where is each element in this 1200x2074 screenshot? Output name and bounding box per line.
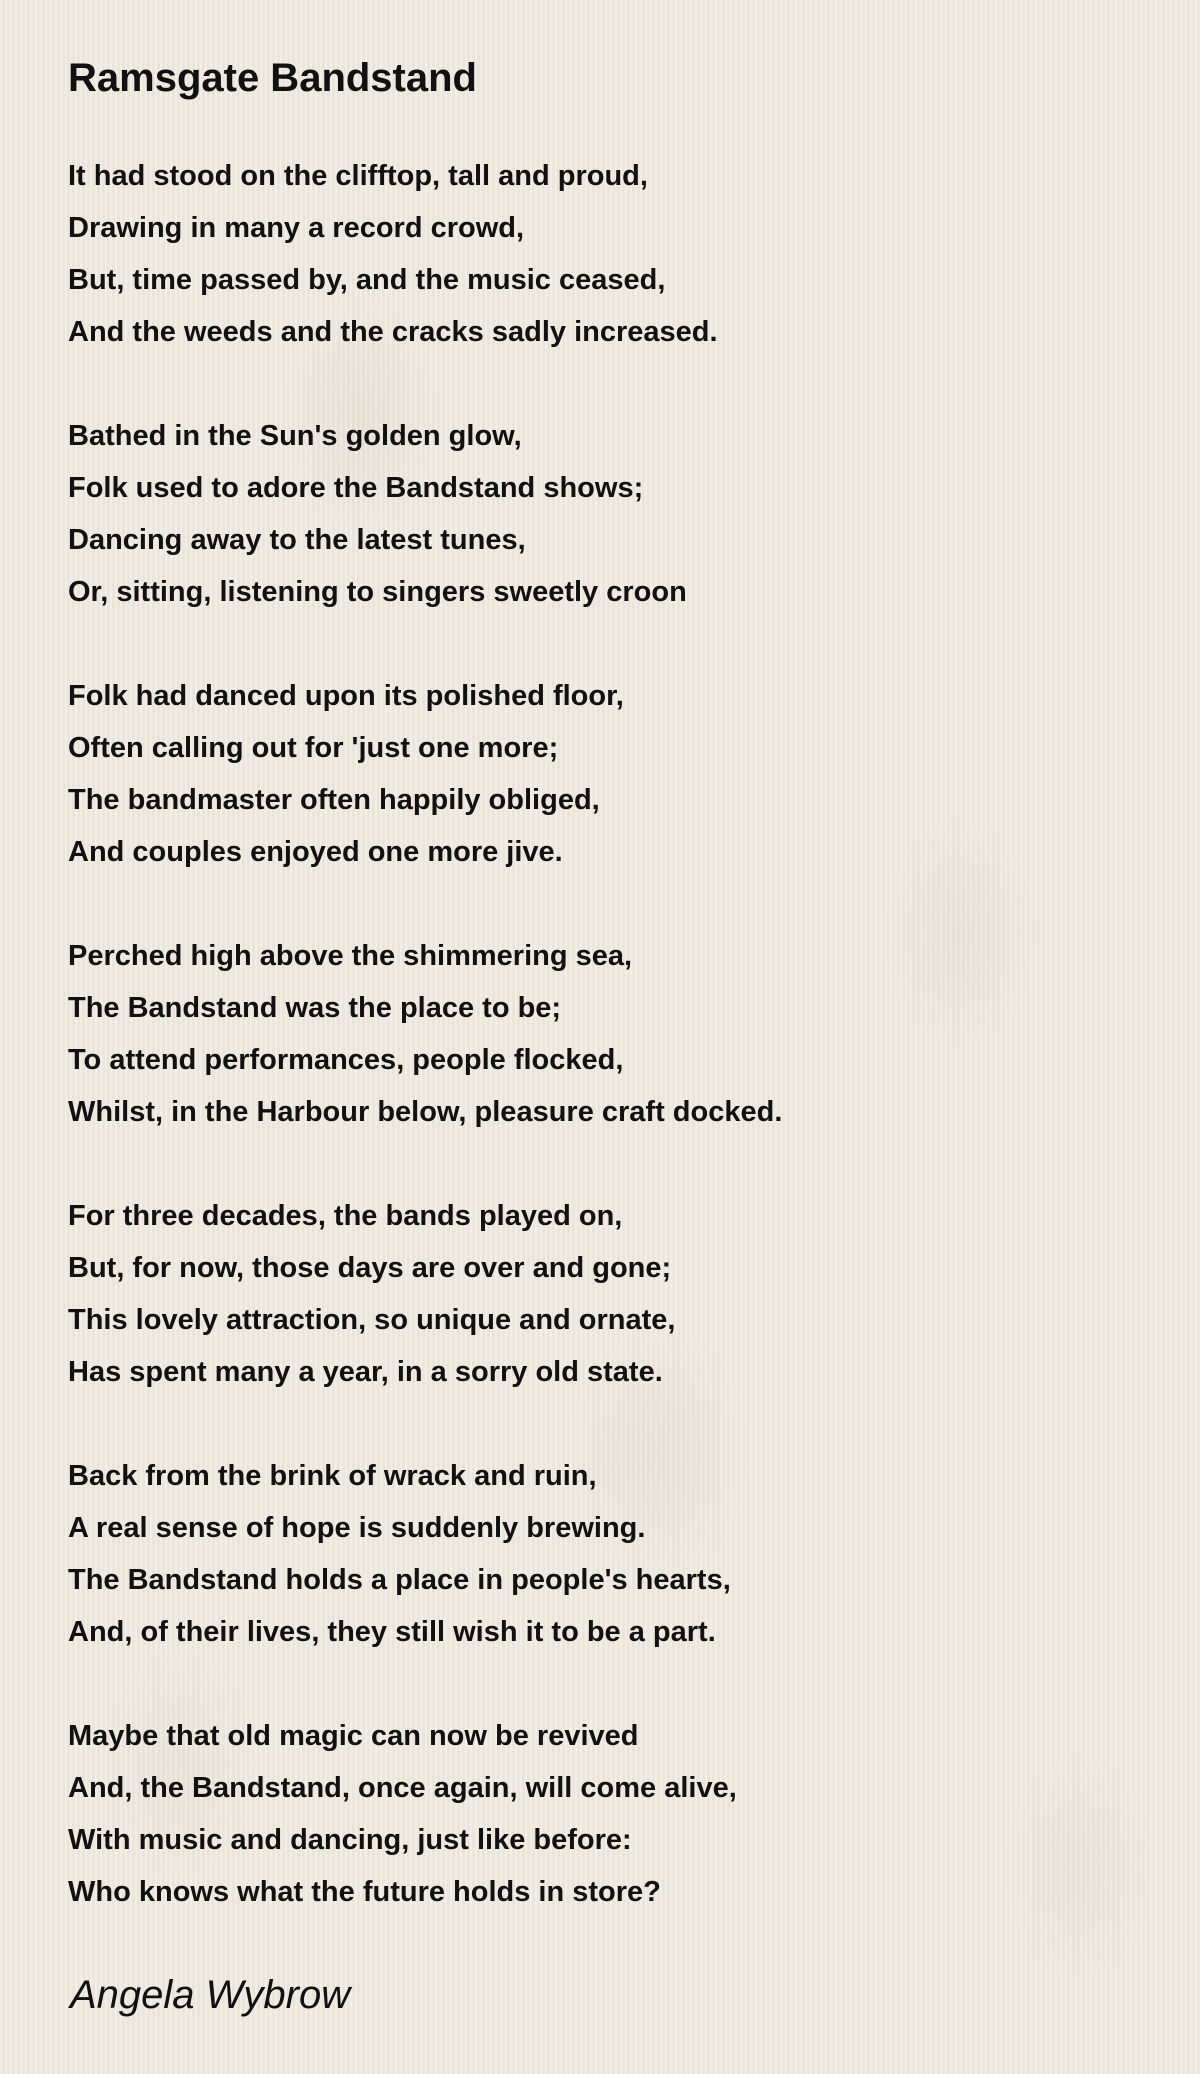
poem-line: It had stood on the clifftop, tall and proud, [68,160,648,192]
poem-line: With music and dancing, just like before: [68,1824,632,1856]
poem-line: Maybe that old magic can now be revived [68,1720,639,1752]
poem-line: Or, sitting, listening to singers sweetly croon [68,576,687,608]
poem-line: Whilst, in the Harbour below, pleasure craft docked. [68,1096,783,1128]
poem-line: Dancing away to the latest tunes, [68,524,526,556]
poem-line: A real sense of hope is suddenly brewing. [68,1512,646,1544]
poem-title: Ramsgate Bandstand [68,56,477,100]
poem-line: The Bandstand was the place to be; [68,992,562,1024]
poem-line: Back from the brink of wrack and ruin, [68,1460,597,1492]
poem-line: This lovely attraction, so unique and ornate, [68,1304,676,1336]
poem-line: Who knows what the future holds in store? [68,1876,661,1908]
poem-line: Bathed in the Sun's golden glow, [68,420,522,452]
poem-line: And, of their lives, they still wish it to be a part. [68,1616,716,1648]
poem-line: To attend performances, people flocked, [68,1044,624,1076]
stanza [68,1710,782,1918]
stanza [68,930,782,1138]
stanza [68,670,782,878]
stanza [68,150,782,358]
poem-line: But, time passed by, and the music ceased, [68,264,666,296]
poem-line: Folk had danced upon its polished floor, [68,680,624,712]
poem-line: And couples enjoyed one more jive. [68,836,563,868]
poem-line: Drawing in many a record crowd, [68,212,525,244]
poem-line: Perched high above the shimmering sea, [68,940,633,972]
poem-line: The Bandstand holds a place in people's hearts, [68,1564,731,1596]
poem-line: And, the Bandstand, once again, will come alive, [68,1772,737,1804]
stanza [68,410,782,618]
poem-line: For three decades, the bands played on, [68,1200,623,1232]
poem-line: The bandmaster often happily obliged, [68,784,600,816]
poem-line: Folk used to adore the Bandstand shows; [68,472,644,504]
poem-line: And the weeds and the cracks sadly increased. [68,316,718,348]
poem-author: Angela Wybrow [70,1973,351,2017]
poem-body [68,150,782,1970]
poem-line: Often calling out for 'just one more; [68,732,559,764]
poem-line: But, for now, those days are over and gone; [68,1252,672,1284]
poem-line: Has spent many a year, in a sorry old state. [68,1356,663,1388]
stanza [68,1190,782,1398]
stanza [68,1450,782,1658]
